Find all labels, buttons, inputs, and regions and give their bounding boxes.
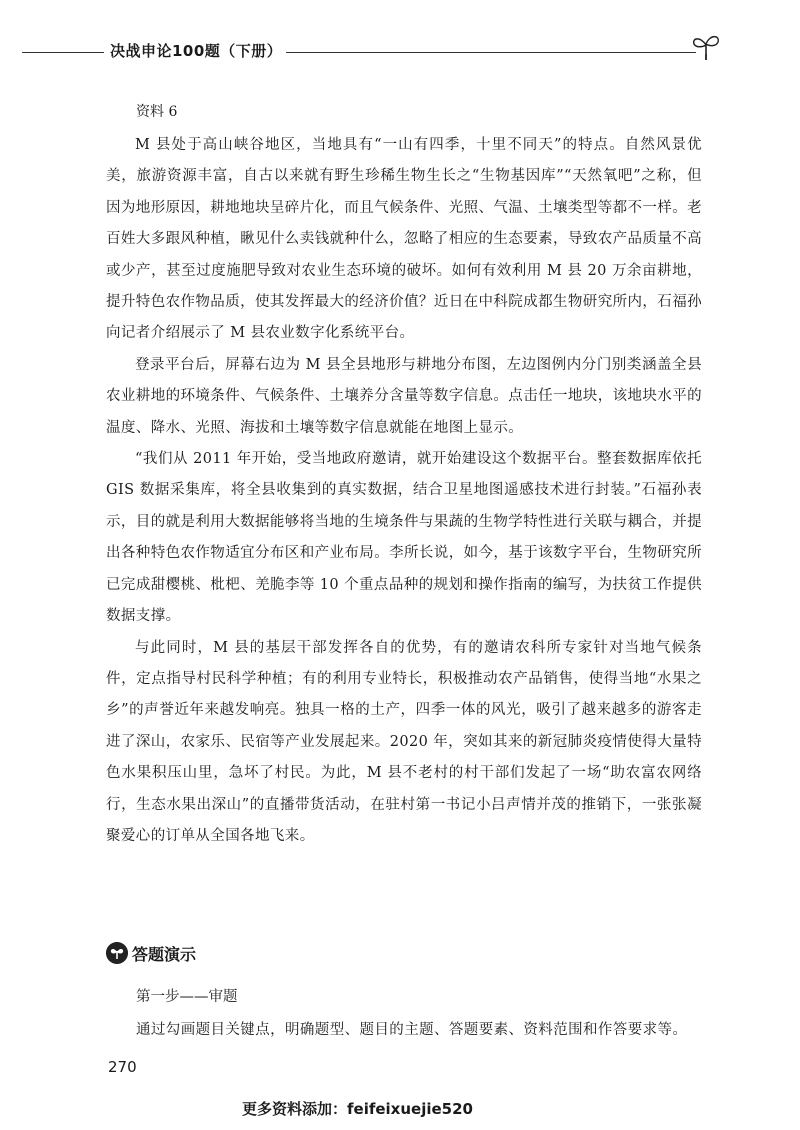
header-rule-right: [286, 52, 696, 53]
paragraph: 与此同时，M 县的基层干部发挥各自的优势，有的邀请农科所专家针对当地气候条件，定点指导村民科学种植；有的利用专业特长，积极推动农产品销售，使得当地“水果之乡”的声誉近年来越发响亮。独具一格的土产，四季一体的风光，吸引了越来越多的游客走进了深山，农家乐、民宿等产业发展起来。2020 年，突如其来的新冠肺炎疫情使得大量特色水果积压山里，急坏了村民。为此，M 县不老村的村干部们发起了一场“助农富农网络行，生态水果出深山”的直播带货活动，在驻村第一书记小吕声情并茂的推销下，一张张凝聚爱心的订单从全国各地飞来。: [106, 639, 702, 844]
footer-note: 更多资料添加：feifeixuejie520: [242, 1100, 473, 1118]
paragraph: “我们从 2011 年开始，受当地政府邀请，就开始建设这个数据平台。整套数据库依托 GIS 数据采集库，将全县收集到的真实数据，结合卫星地图遥感技术进行封装。”石福孙表示，目的就是利用大数据能够将当地的生境条件与果蔬的生物学特性进行关联与耦合，并提出各种特色农作物适宜分布区和产业布局。李所长说，如今，基于该数字平台，生物研究所已完成甜樱桃、枇杷、羌脆李等 10 个重点品种的规划和操作指南的编写，为扶贫工作提供数据支撑。: [106, 451, 702, 625]
answer-demo-label: 答题演示: [132, 945, 197, 964]
material-body: [106, 96, 702, 852]
section-label: 资料 6: [136, 104, 178, 120]
step-description: 通过勾画题目关键点，明确题型、题目的主题、答题要素、资料范围和作答要求等。: [136, 1022, 688, 1038]
paragraph: M 县处于高山峡谷地区，当地具有“一山有四季，十里不同天”的特点。自然风景优美，旅游资源丰富，自古以来就有野生珍稀生物生长之“生物基因库”“天然氧吧”之称，但因为地形原因，耕地地块呈碎片化，而且气候条件、光照、气温、土壤类型等都不一样。老百姓大多跟风种植，瞅见什么卖钱就种什么，忽略了相应的生态要素，导致农产品质量不高或少产，甚至过度施肥导致对农业生态环境的破坏。如何有效利用 M 县 20 万余亩耕地，提升特色农作物品质，使其发挥最大的经济价值？近日在中科院成都生物研究所内，石福孙向记者介绍展示了 M 县农业数字化系统平台。: [106, 137, 702, 342]
book-title: 决战申论100题（下册）: [110, 42, 283, 60]
answer-demo-heading: [106, 940, 406, 968]
running-header: [14, 38, 714, 68]
header-rule-left: [22, 52, 104, 53]
step-heading: 第一步——审题: [136, 989, 238, 1005]
sprout-icon: [686, 32, 726, 62]
answer-badge-icon: [106, 942, 128, 964]
paragraph: 登录平台后，屏幕右边为 M 县全县地形与耕地分布图，左边图例内分门别类涵盖全县农业耕地的环境条件、气候条件、土壤养分含量等数字信息。点击任一地块，该地块水平的温度、降水、光照、海拔和土壤等数字信息就能在地图上显示。: [106, 356, 702, 436]
page-number: 270: [108, 1058, 137, 1076]
